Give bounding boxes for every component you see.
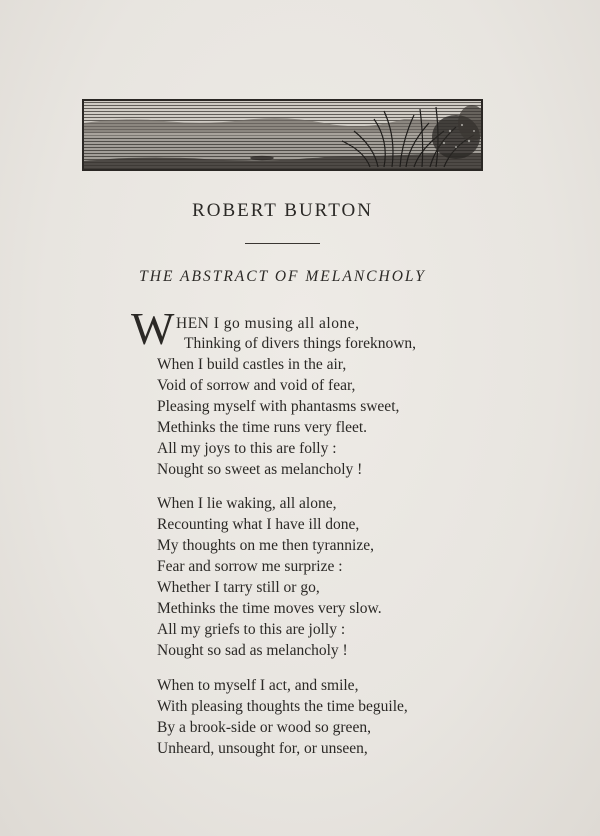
- poem-line: Nought so sad as melancholy !: [157, 642, 348, 659]
- poem-line: Pleasing myself with phantasms sweet,: [157, 398, 400, 415]
- poem-line: Thinking of divers things foreknown,: [184, 335, 417, 352]
- author-heading: ROBERT BURTON: [192, 200, 373, 221]
- heading-divider: [245, 243, 320, 244]
- poem-line: With pleasing thoughts the time beguile,: [157, 698, 408, 715]
- poem-line: When I lie waking, all alone,: [157, 495, 337, 512]
- engraving-illustration: [84, 101, 481, 169]
- poem-line: Void of sorrow and void of fear,: [157, 377, 356, 394]
- poem-line: All my griefs to this are jolly :: [157, 621, 346, 638]
- poem-line: Recounting what I have ill done,: [157, 516, 360, 533]
- landscape-engraving-vignette: [82, 99, 483, 171]
- poem-line: By a brook-side or wood so green,: [157, 719, 371, 736]
- poem-line: My thoughts on me then tyrannize,: [157, 537, 374, 554]
- poem-line: Whether I tarry still or go,: [157, 579, 320, 596]
- poem-line: Methinks the time runs very fleet.: [157, 419, 368, 436]
- poem-line: Unheard, unsought for, or unseen,: [157, 740, 368, 757]
- drop-cap-letter: W: [131, 303, 175, 354]
- poem-title: THE ABSTRACT OF MELANCHOLY: [139, 268, 426, 285]
- poem-line: Methinks the time moves very slow.: [157, 600, 382, 617]
- poem-line: All my joys to this are folly :: [157, 440, 337, 457]
- poem-line: Fear and sorrow me surprize :: [157, 558, 343, 575]
- poem-line: HEN I go musing all alone,: [176, 315, 360, 332]
- poem-line: Nought so sweet as melancholy !: [157, 461, 363, 478]
- poem-line: When I build castles in the air,: [157, 356, 347, 373]
- poem-line: When to myself I act, and smile,: [157, 677, 359, 694]
